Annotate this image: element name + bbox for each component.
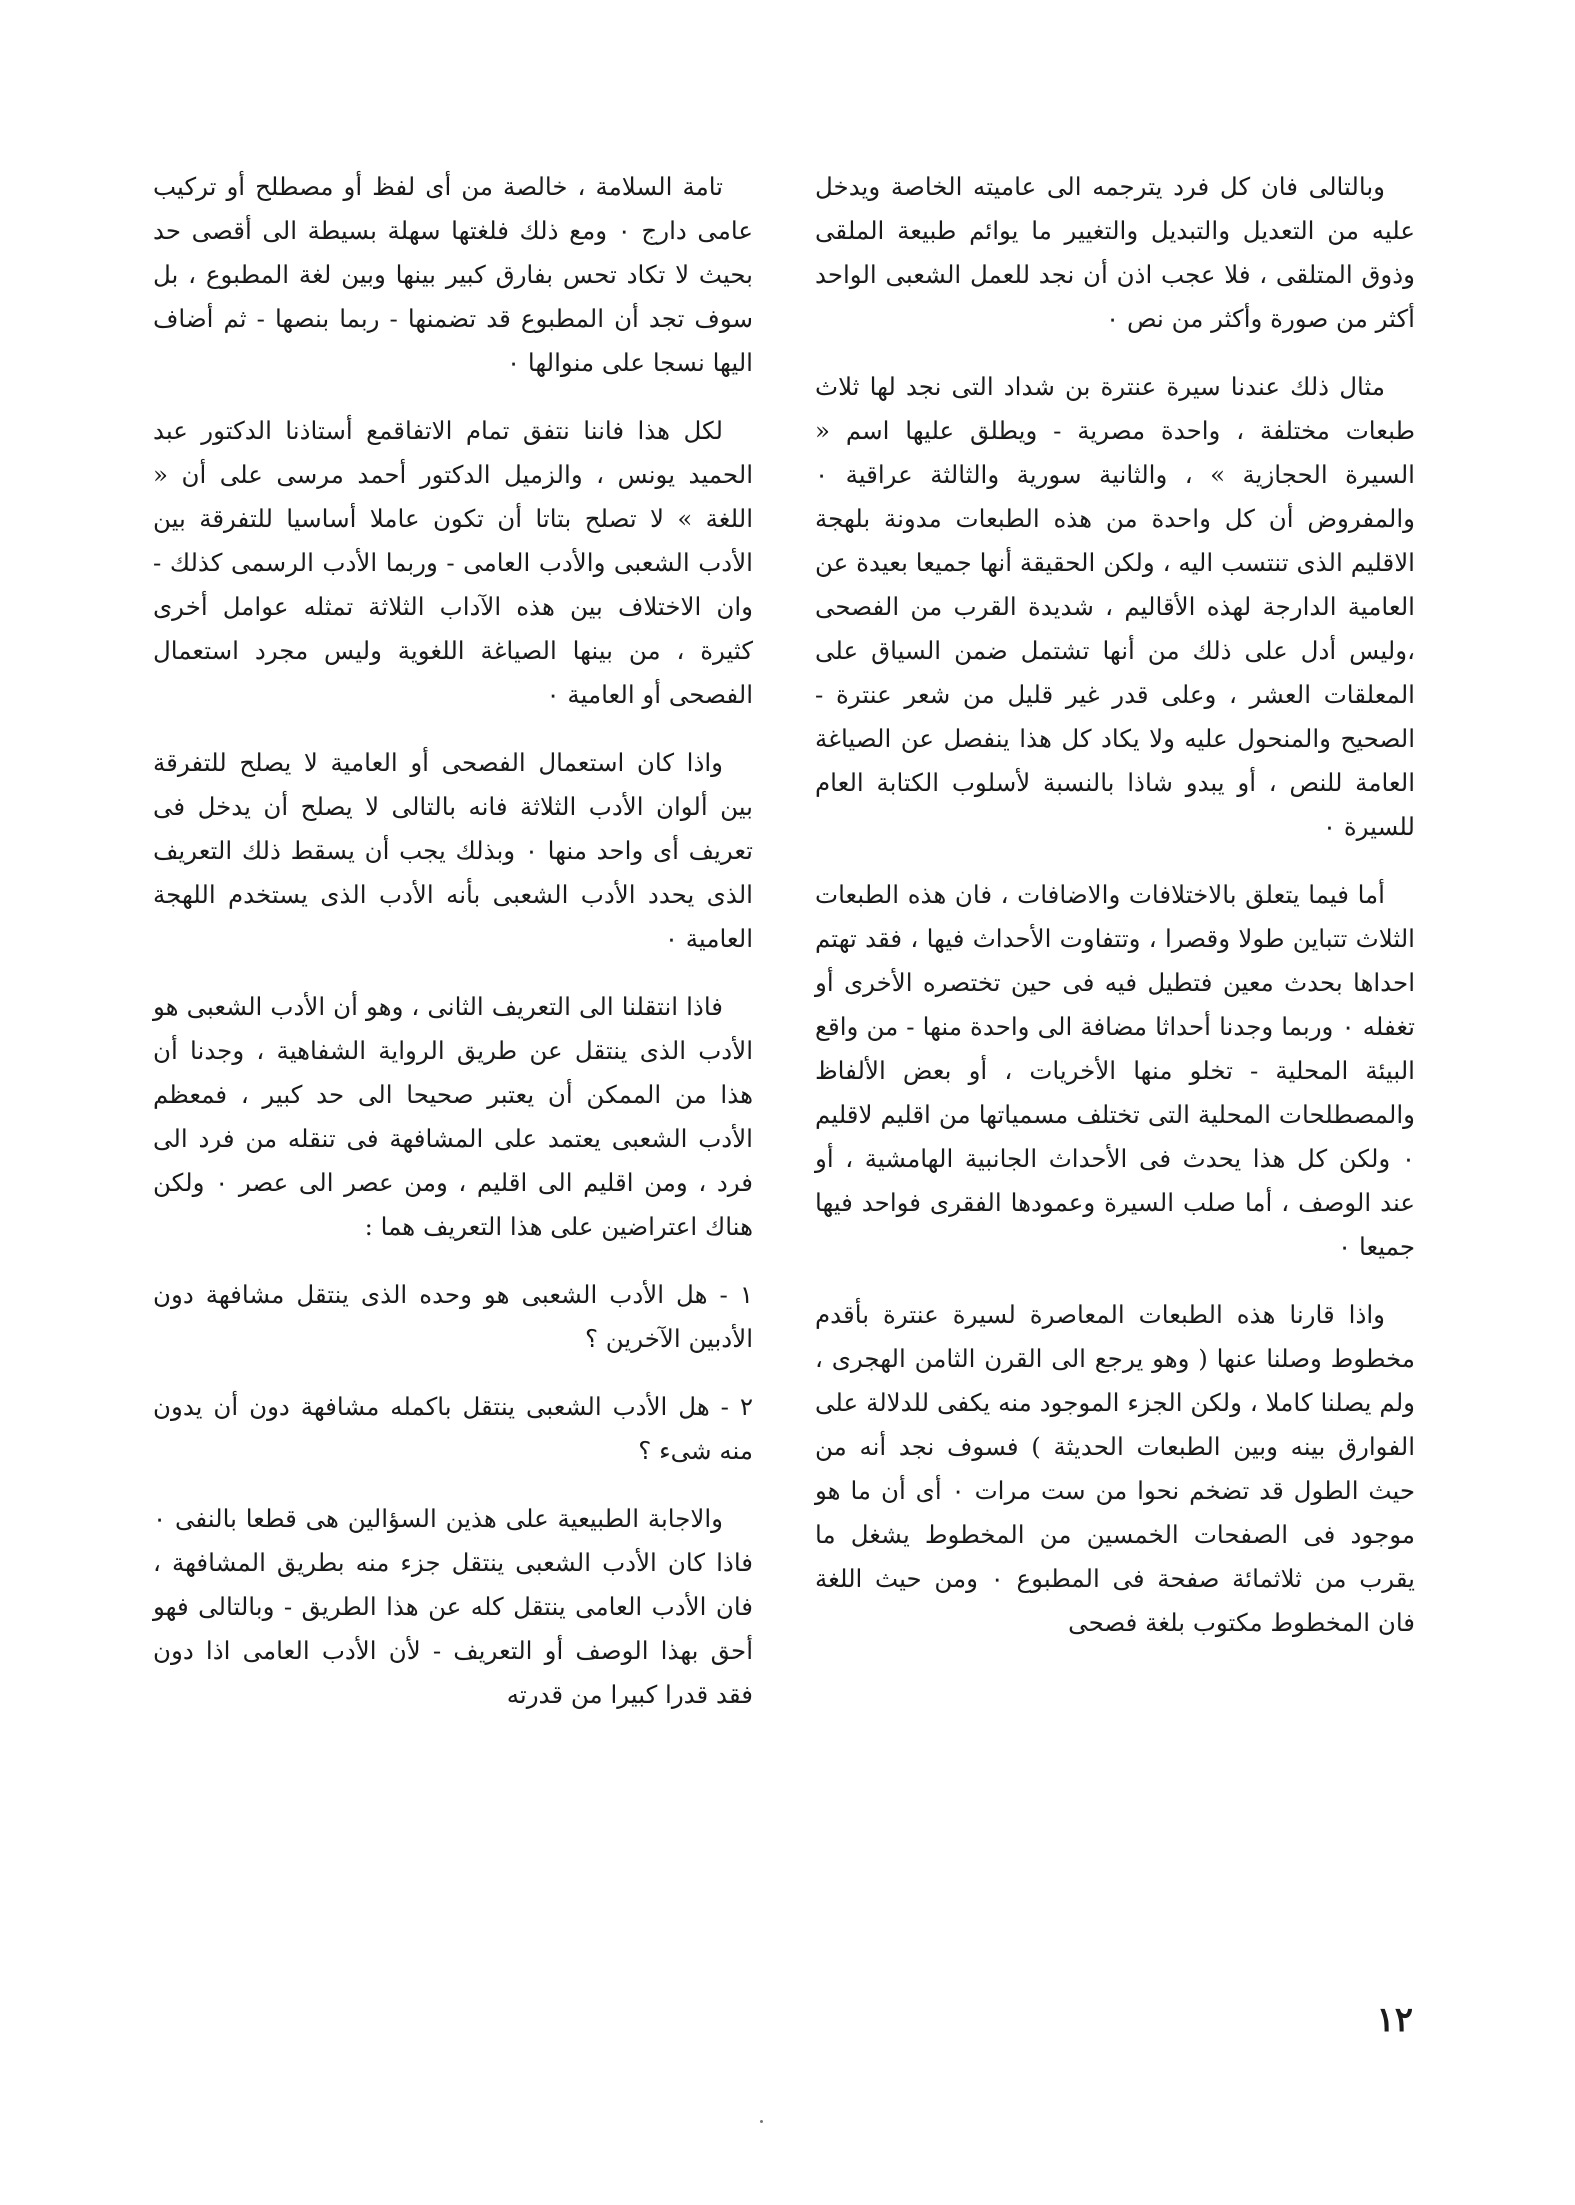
scan-speck [760,2120,763,2123]
paragraph: تامة السلامة ، خالصة من أى لفظ أو مصطلح أو تركيب عامى دارج ٠ ومع ذلك فلغتها سهلة بسيطة الى أقصى حد بحيث لا تكاد تحس بفارق كبير بينها وبين لغة المطبوع ، بل سوف تجد أن المطبوع قد تضمنها - ربما بنصها - ثم أضاف اليها نسجا على منوالها ٠ [153,172,753,377]
paragraph: واذا قارنا هذه الطبعات المعاصرة لسيرة عنترة بأقدم مخطوط وصلنا عنها ( وهو يرجع الى القرن الثامن الهجرى ، ولم يصلنا كاملا ، ولكن الجزء الموجود منه يكفى للدلالة على الفوارق بينه وبين الطبعات الحديثة ) فسوف نجد أنه من حيث الطول قد تضخم نحوا من ست مرات ٠ أى أن ما هو موجود فى الصفحات الخمسين من المخطوط يشغل ما يقرب من ثلاثمائة صفحة فى المطبوع ٠ ومن حيث اللغة فان المخطوط مكتوب بلغة فصحى [815,1300,1415,1637]
page-number: ١٢ [1376,2000,1413,2040]
question-item: ١ - هل الأدب الشعبى هو وحده الذى ينتقل مشافهة دون الأدبين الآخرين ؟ [153,1280,753,1353]
paragraph: فاذا انتقلنا الى التعريف الثانى ، وهو أن الأدب الشعبى هو الأدب الذى ينتقل عن طريق الرواية الشفاهية ، وجدنا أن هذا من الممكن أن يعتبر صحيحا الى حد كبير ، فمعظم الأدب الشعبى يعتمد على المشافهة فى تنقله من فرد الى فرد ، ومن اقليم الى اقليم ، ومن عصر الى عصر ٠ ولكن هناك اعتراضين على هذا التعريف هما : [153,992,753,1241]
paragraph: وبالتالى فان كل فرد يترجمه الى عاميته الخاصة ويدخل عليه من التعديل والتبديل والتغيير ما يوائم طبيعة الملقى وذوق المتلقى ، فلا عجب اذن أن نجد للعمل الشعبى الواحد أكثر من صورة وأكثر من نص ٠ [815,172,1415,333]
paragraph: واذا كان استعمال الفصحى أو العامية لا يصلح للتفرقة بين ألوان الأدب الثلاثة فانه بالتالى لا يصلح أن يدخل فى تعريف أى واحد منها ٠ وبذلك يجب أن يسقط ذلك التعريف الذى يحدد الأدب الشعبى بأنه الأدب الذى يستخدم اللهجة العامية ٠ [153,748,753,953]
left-column [153,165,753,1741]
question-item: ٢ - هل الأدب الشعبى ينتقل باكمله مشافهة دون أن يدون منه شىء ؟ [153,1392,753,1465]
paragraph: والاجابة الطبيعية على هذين السؤالين هى قطعا بالنفى ٠ فاذا كان الأدب الشعبى ينتقل جزء منه بطريق المشافهة ، فان الأدب العامى ينتقل كله عن هذا الطريق - وبالتالى فهو أحق بهذا الوصف أو التعريف - لأن الأدب العامى اذا دون فقد قدرا كبيرا من قدرته [153,1504,753,1709]
paragraph: لكل هذا فاننا نتفق تمام الاتفاقمع أستاذنا الدكتور عبد الحميد يونس ، والزميل الدكتور أحمد مرسى على أن « اللغة » لا تصلح بتاتا أن تكون عاملا أساسيا للتفرقة بين الأدب الشعبى والأدب العامى - وربما الأدب الرسمى كذلك - وان الاختلاف بين هذه الآداب الثلاثة تمثله عوامل أخرى كثيرة ، من بينها الصياغة اللغوية وليس مجرد استعمال الفصحى أو العامية ٠ [153,416,753,709]
paragraph: أما فيما يتعلق بالاختلافات والاضافات ، فان هذه الطبعات الثلاث تتباين طولا وقصرا ، وتتفاوت الأحداث فيها ، فقد تهتم احداها بحدث معين فتطيل فيه فى حين تختصره الأخرى أو تغفله ٠ وربما وجدنا أحداثا مضافة الى واحدة منها - من واقع البيئة المحلية - تخلو منها الأخريات ، أو بعض الألفاظ والمصطلحات المحلية التى تختلف مسمياتها من اقليم لاقليم ٠ ولكن كل هذا يحدث فى الأحداث الجانبية الهامشية ، أو عند الوصف ، أما صلب السيرة وعمودها الفقرى فواحد فيها جميعا ٠ [815,880,1415,1261]
right-column [815,165,1415,1669]
paragraph: مثال ذلك عندنا سيرة عنترة بن شداد التى نجد لها ثلاث طبعات مختلفة ، واحدة مصرية - ويطلق عليها اسم « السيرة الحجازية » ، والثانية سورية والثالثة عراقية ٠ والمفروض أن كل واحدة من هذه الطبعات مدونة بلهجة الاقليم الذى تنتسب اليه ، ولكن الحقيقة أنها جميعا بعيدة عن العامية الدارجة لهذه الأقاليم ، شديدة القرب من الفصحى ،وليس أدل على ذلك من أنها تشتمل ضمن السياق على المعلقات العشر ، وعلى قدر غير قليل من شعر عنترة - الصحيح والمنحول عليه ولا يكاد كل هذا ينفصل عن الصياغة العامة للنص ، أو يبدو شاذا بالنسبة لأسلوب الكتابة العام للسيرة ٠ [815,372,1415,841]
